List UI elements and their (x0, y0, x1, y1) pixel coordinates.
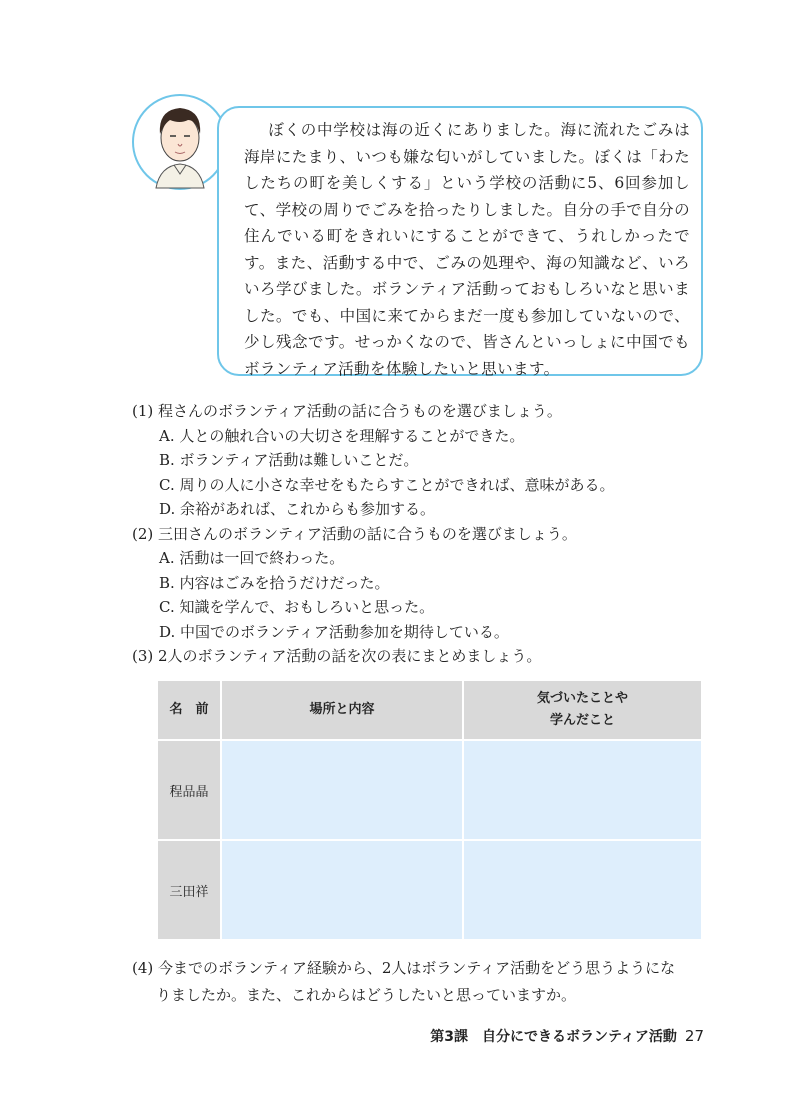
header-learned (463, 680, 702, 740)
question-1-option-c: C. 周りの人に小さな幸せをもたらすことができれば、意味がある。 (159, 475, 615, 494)
summary-table (156, 679, 703, 941)
row-name: 三田祥 (157, 840, 221, 940)
question-2-option-d: D. 中国でのボランティア活動参加を期待している。 (159, 622, 509, 641)
answer-cell-place[interactable] (221, 840, 463, 940)
answer-cell-place[interactable] (221, 740, 463, 840)
lesson-title: 第3課 自分にできるボランティア活動 (430, 1029, 677, 1045)
header-learned-line1: 気づいたことや (536, 691, 628, 706)
answer-cell-learned[interactable] (463, 840, 702, 940)
speech-text: ぼくの中学校は海の近くにありました。海に流れたごみは海岸にたまり、いつも嫌な匂いがしていました。ぼくは「わたしたちの町を美しくする」という学校の活動に5、6回参加して、学校の周りでごみを拾ったりしました。自分の手で自分の住んでいる町をきれいにすることができて、うれしかったです。また、活動する中で、ごみの処理や、海の知識など、いろいろ学びました。ボランティア活動っておもしろいなと思いました。でも、中国に来てからまだ一度も参加していないので、少し残念です。せっかくなので、皆さんといっしょに中国でもボランティア活動を体験したいと思います。 (244, 121, 690, 378)
table-row (157, 740, 702, 840)
table-row (157, 840, 702, 940)
question-1-option-b: B. ボランティア活動は難しいことだ。 (159, 451, 419, 469)
page-footer (430, 1026, 704, 1046)
question-4-line2: りましたか。また、これからはどうしたいと思っていますか。 (156, 986, 577, 1004)
question-4 (132, 955, 714, 1009)
boy-avatar-illustration (130, 92, 228, 192)
answer-cell-learned[interactable] (463, 740, 702, 840)
question-2-option-b: B. 内容はごみを拾うだけだった。 (159, 573, 390, 592)
header-place-content: 場所と内容 (221, 680, 463, 740)
question-1-option-d: D. 余裕があれば、これからも参加する。 (159, 500, 436, 518)
questions-list (132, 399, 722, 669)
row-name: 程品晶 (157, 740, 221, 840)
header-name: 名 前 (157, 680, 221, 740)
page-number: 27 (684, 1027, 704, 1045)
question-2-title: (2) 三田さんのボランティア活動の話に合うものを選びましょう。 (132, 524, 577, 543)
question-1-option-a: A. 人との触れ合いの大切さを理解することができた。 (159, 426, 525, 445)
question-2-option-a: A. 活動は一回で終わった。 (159, 549, 345, 567)
header-learned-line2: 学んだこと (549, 713, 615, 728)
question-3-title: (3) 2人のボランティア活動の話を次の表にまとめましょう。 (132, 647, 542, 665)
question-4-line1: (4) 今までのボランティア経験から、2人はボランティア活動をどう思うようにな (132, 959, 676, 977)
question-2-option-c: C. 知識を学んで、おもしろいと思った。 (159, 598, 435, 616)
question-1-title: (1) 程さんのボランティア活動の話に合うものを選びましょう。 (132, 402, 562, 420)
